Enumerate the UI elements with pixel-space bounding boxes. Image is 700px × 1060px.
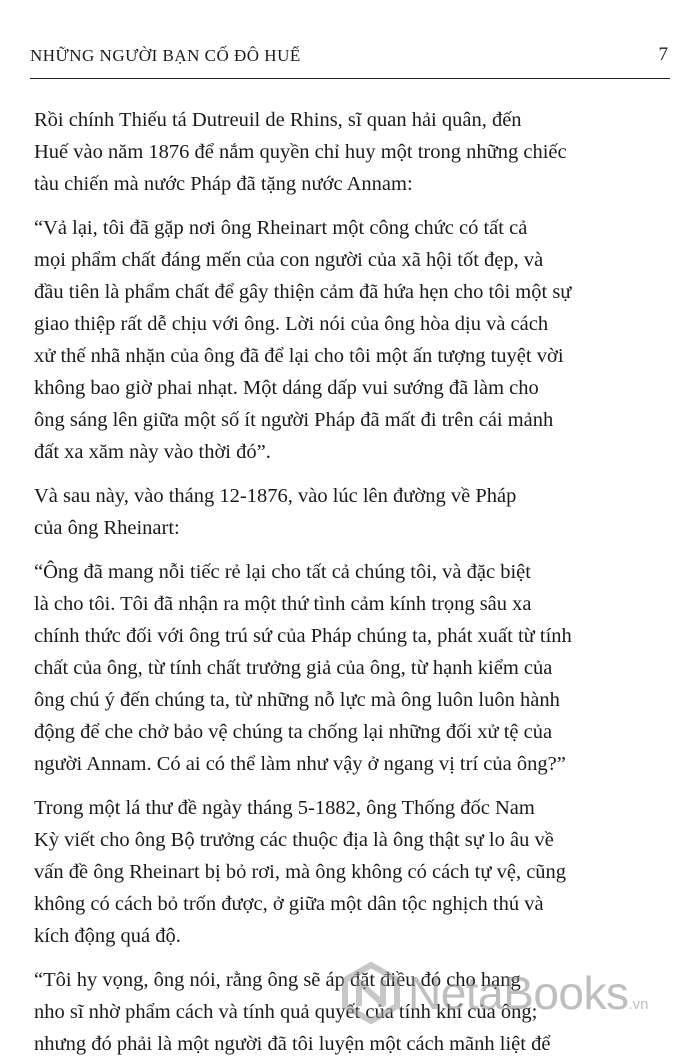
- text-line: người Annam. Có ai có thể làm như vậy ở ngang vị trí của ông?”: [34, 753, 566, 775]
- text-line: tàu chiến mà nước Pháp đã tặng nước Annam:: [34, 173, 413, 195]
- text-line: xử thế nhã nhặn của ông đã để lại cho tôi một ấn tượng tuyệt vời: [34, 345, 564, 367]
- paragraph-gap: [34, 200, 658, 212]
- paragraph: [34, 212, 658, 468]
- text-line: ông sáng lên giữa một số ít người Pháp đã mất đi trên cái mảnh: [34, 409, 554, 431]
- text-line: chất của ông, từ tính chất trưởng giả của ông, từ hạnh kiểm của: [34, 657, 553, 679]
- text-line: đất xa xăm này vào thời đó”.: [34, 441, 271, 463]
- text-line: “Ông đã mang nỗi tiếc rẻ lại cho tất cả chúng tôi, và đặc biệt: [34, 561, 531, 583]
- running-title: NHỮNG NGƯỜI BẠN CỐ ĐÔ HUẾ: [30, 46, 301, 65]
- text-line: kích động quá độ.: [34, 925, 181, 947]
- watermark-brand: [408, 966, 649, 1020]
- paragraph: [34, 480, 658, 544]
- text-line: Và sau này, vào tháng 12-1876, vào lúc lên đường về Pháp: [34, 485, 517, 507]
- text-line: của ông Rheinart:: [34, 517, 180, 539]
- text-line: “Tôi hy vọng, ông nói, rằng ông sẽ áp đặt điều đó cho hạng: [34, 969, 521, 991]
- text-line: là cho tôi. Tôi đã nhận ra một thứ tình cảm kính trọng sâu xa: [34, 593, 532, 615]
- body-text: [34, 104, 658, 1060]
- watermark: [340, 960, 685, 1030]
- text-line: Rồi chính Thiếu tá Dutreuil de Rhins, sĩ quan hải quân, đến: [34, 109, 522, 131]
- text-line: chính thức đối với ông trú sứ của Pháp chúng ta, phát xuất từ tính: [34, 625, 572, 647]
- paragraph-gap: [34, 780, 658, 792]
- text-line: Trong một lá thư đề ngày tháng 5-1882, ông Thống đốc Nam: [34, 797, 535, 819]
- n-logo-icon: [340, 962, 402, 1024]
- text-line: Kỳ viết cho ông Bộ trưởng các thuộc địa là ông thật sự lo âu về: [34, 829, 554, 851]
- paragraph: [34, 556, 658, 780]
- page-header: [30, 42, 670, 79]
- text-line: nho sĩ nhờ phẩm cách và tính quả quyết của tính khí của ông;: [34, 1001, 538, 1023]
- paragraph: [34, 104, 658, 200]
- watermark-suffix: .vn: [628, 996, 649, 1013]
- page-number: 7: [658, 44, 668, 65]
- watermark-brand-name: NetaBooks: [408, 967, 629, 1019]
- text-line: giao thiệp rất dễ chịu với ông. Lời nói của ông hòa dịu và cách: [34, 313, 549, 335]
- text-line: “Vả lại, tôi đã gặp nơi ông Rheinart một công chức có tất cả: [34, 217, 528, 239]
- text-line: Huế vào năm 1876 để nắm quyền chỉ huy một trong những chiếc: [34, 141, 567, 163]
- text-line: vấn đề ông Rheinart bị bỏ rơi, mà ông không có cách tự vệ, cũng: [34, 861, 567, 883]
- paragraph: [34, 792, 658, 952]
- text-line: không có cách bỏ trốn được, ở giữa một dân tộc nghịch thú và: [34, 893, 544, 915]
- text-line: mọi phẩm chất đáng mến của con người của xã hội tốt đẹp, và: [34, 249, 544, 271]
- text-line: nhưng đó phải là một người đã tôi luyện một cách mãnh liệt để: [34, 1033, 551, 1055]
- paragraph-gap: [34, 544, 658, 556]
- text-line: đầu tiên là phẩm chất để gây thiện cảm đã hứa hẹn cho tôi một sự: [34, 281, 572, 303]
- text-line: ông chú ý đến chúng ta, từ những nỗ lực mà ông luôn luôn hành: [34, 689, 560, 711]
- paragraph-gap: [34, 468, 658, 480]
- text-line: không bao giờ phai nhạt. Một dáng dấp vui sướng đã làm cho: [34, 377, 539, 399]
- text-line: động để che chở bảo vệ chúng ta chống lại những đối xử tệ của: [34, 721, 553, 743]
